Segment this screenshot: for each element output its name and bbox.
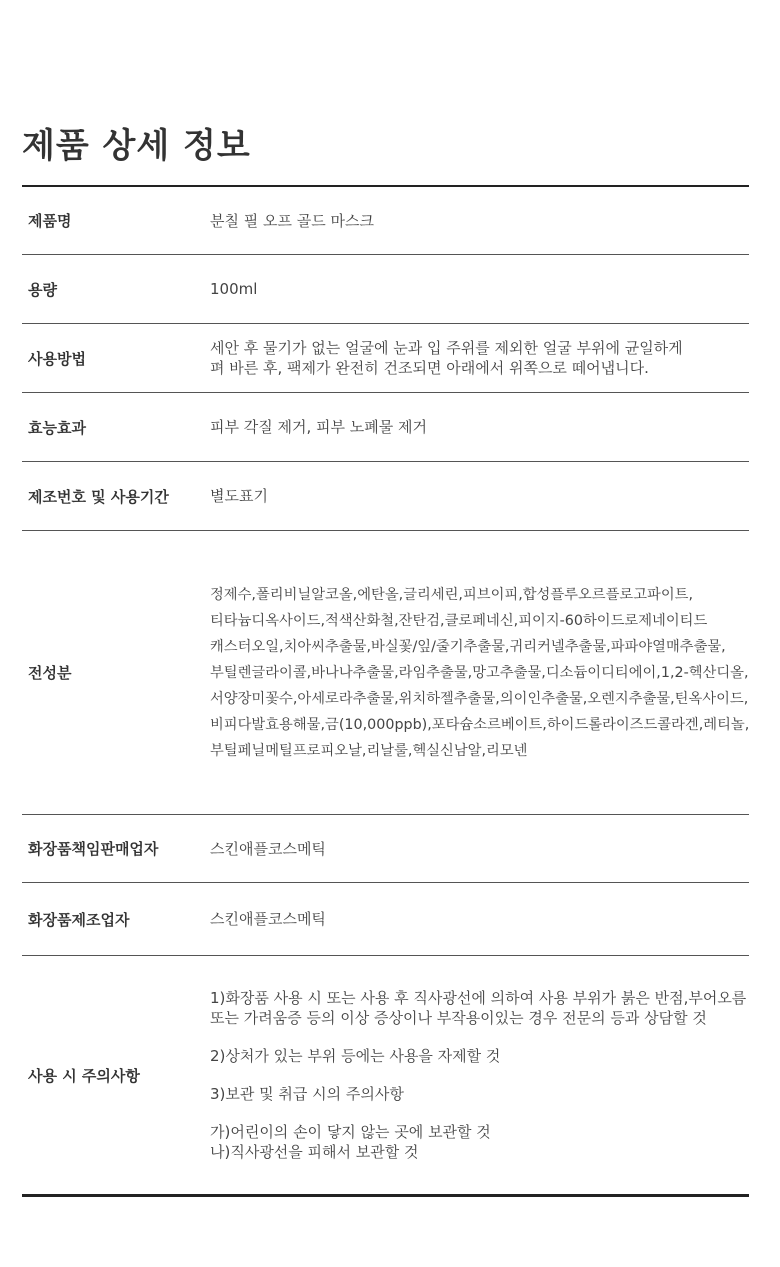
value-line: 스킨애플코스메틱	[210, 910, 326, 928]
value-line: 3)보관 및 취급 시의 주의사항	[210, 1085, 404, 1103]
row-value	[210, 883, 749, 955]
value-line: 세안 후 물기가 없는 얼굴에 눈과 입 주위를 제외한 얼굴 부위에 균일하게	[210, 339, 683, 357]
row-label: 제조번호 및 사용기간	[28, 487, 169, 506]
row-label: 용량	[28, 280, 57, 299]
value-line: 가)어린이의 손이 닿지 않는 곳에 보관할 것	[210, 1123, 491, 1141]
value-line: 또는 가려움증 등의 이상 증상이나 부작용이있는 경우 전문의 등과 상담할 것	[210, 1009, 707, 1027]
row-product-name	[22, 185, 749, 254]
value-line: 부틸렌글라이콜,바나나추출물,라임추출물,망고추출물,디소듐이디티에이,1,2-헥산디올,	[210, 664, 749, 681]
row-value	[210, 255, 749, 323]
row-efficacy	[22, 392, 749, 461]
row-value	[210, 531, 749, 814]
row-label: 효능효과	[28, 418, 86, 437]
row-lot-expiry	[22, 461, 749, 530]
row-cautions	[22, 955, 749, 1197]
product-info-table	[22, 185, 749, 1197]
value-line: 서양장미꽃수,아세로라추출물,위치하젤추출물,의이인추출물,오렌지추출물,틴옥사이드,	[210, 690, 749, 707]
value-line: 비피다발효용해물,금(10,000ppb),포타슘소르베이트,하이드롤라이즈드콜라겐,레티놀,	[210, 716, 750, 733]
value-line: 캐스터오일,치아씨추출물,바실꽃/잎/줄기추출물,귀리커넬추출물,파파야열매추출물,	[210, 638, 726, 655]
value-line: 정제수,폴리비닐알코올,에탄올,글리세린,피브이피,합성플루오르플로고파이트,	[210, 586, 694, 603]
value-line: 스킨애플코스메틱	[210, 839, 326, 858]
value-line: 2)상처가 있는 부위 등에는 사용을 자제할 것	[210, 1047, 501, 1065]
row-label: 사용 시 주의사항	[28, 1066, 140, 1085]
value-line: 나)직사광선을 피해서 보관할 것	[210, 1143, 419, 1161]
row-responsible-seller	[22, 814, 749, 882]
value-line: 분칠 필 오프 골드 마스크	[210, 211, 374, 230]
row-ingredients	[22, 530, 749, 814]
row-value	[210, 956, 749, 1194]
value-line: 부틸페닐메틸프로피오날,리날룰,헥실신남알,리모넨	[210, 742, 528, 759]
row-label: 제품명	[28, 212, 72, 230]
row-label: 사용방법	[28, 349, 86, 368]
value-line: 피부 각질 제거, 피부 노폐물 제거	[210, 418, 427, 436]
value-line: 100ml	[210, 280, 258, 298]
row-label: 화장품제조업자	[28, 910, 130, 929]
value-line: 펴 바른 후, 팩제가 완전히 건조되면 아래에서 위쪽으로 떼어냅니다.	[210, 359, 649, 377]
row-label: 전성분	[28, 664, 72, 682]
value-line: 1)화장품 사용 시 또는 사용 후 직사광선에 의하여 사용 부위가 붉은 반점,부어오름	[210, 989, 747, 1007]
row-value	[210, 393, 749, 461]
row-value	[210, 462, 749, 530]
row-value	[210, 324, 749, 392]
row-value	[210, 187, 749, 254]
row-volume	[22, 254, 749, 323]
value-line: 별도표기	[210, 487, 268, 505]
page-title: 제품 상세 정보	[22, 126, 251, 166]
row-value	[210, 815, 749, 882]
row-label: 화장품책임판매업자	[28, 840, 159, 858]
value-line: 티타늄디옥사이드,적색산화철,잔탄검,클로페네신,피이지-60하이드로제네이티드	[210, 612, 708, 629]
row-usage	[22, 323, 749, 392]
row-manufacturer	[22, 882, 749, 955]
